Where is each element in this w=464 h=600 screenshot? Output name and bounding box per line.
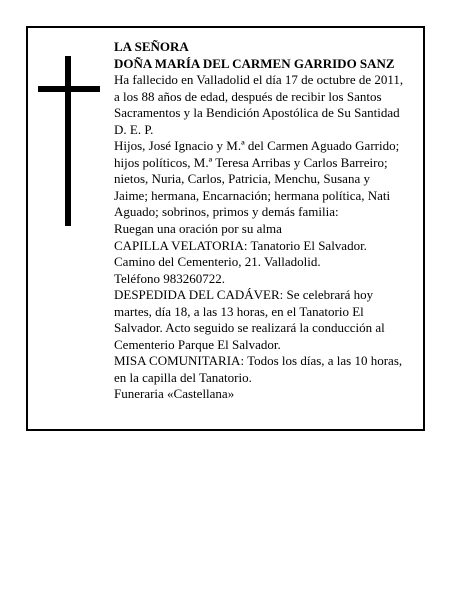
notice-line: en la capilla del Tanatorio. xyxy=(114,369,252,385)
notice-line: Hijos, José Ignacio y M.ª del Carmen Aguado Garrido; xyxy=(114,138,400,154)
notice-line: Funeraria «Castellana» xyxy=(114,386,235,402)
cross-vertical-bar xyxy=(65,56,71,226)
notice-line: a los 88 años de edad, después de recibir los Santos xyxy=(114,88,382,104)
cross-icon xyxy=(38,56,100,226)
notice-line: nietos, Nuria, Carlos, Patricia, Menchu, Susana y xyxy=(114,171,370,187)
notice-line: martes, día 18, a las 13 horas, en el Tanatorio El xyxy=(114,303,364,319)
notice-line: Sacramentos y la Bendición Apostólica de Su Santidad xyxy=(114,105,400,121)
deceased-name: DOÑA MARÍA DEL CARMEN GARRIDO SANZ xyxy=(114,55,395,71)
notice-line: D. E. P. xyxy=(114,121,154,137)
notice-line: Salvador. Acto seguido se realizará la conducción al xyxy=(114,320,385,336)
notice-line: Jaime; hermana, Encarnación; hermana política, Nati xyxy=(114,187,391,203)
notice-line: MISA COMUNITARIA: Todos los días, a las 10 horas, xyxy=(114,353,403,369)
cross-horizontal-bar xyxy=(38,86,100,92)
notice-heading: LA SEÑORA xyxy=(114,39,189,54)
notice-line: hijos políticos, M.ª Teresa Arribas y Carlos Barreiro; xyxy=(114,154,388,170)
notice-line: Ha fallecido en Valladolid el día 17 de octubre de 2011, xyxy=(114,72,404,88)
notice-line: Teléfono 983260722. xyxy=(114,270,226,286)
notice-line: DESPEDIDA DEL CADÁVER: Se celebrará hoy xyxy=(114,287,374,303)
notice-line: Camino del Cementerio, 21. Valladolid. xyxy=(114,254,321,270)
notice-line: CAPILLA VELATORIA: Tanatorio El Salvador. xyxy=(114,237,367,253)
notice-text xyxy=(114,39,424,403)
notice-line: Aguado; sobrinos, primos y demás familia: xyxy=(114,204,339,220)
notice-line: Ruegan una oración por su alma xyxy=(114,221,282,237)
obituary-notice xyxy=(26,26,425,431)
notice-line: Cementerio Parque El Salvador. xyxy=(114,336,281,352)
